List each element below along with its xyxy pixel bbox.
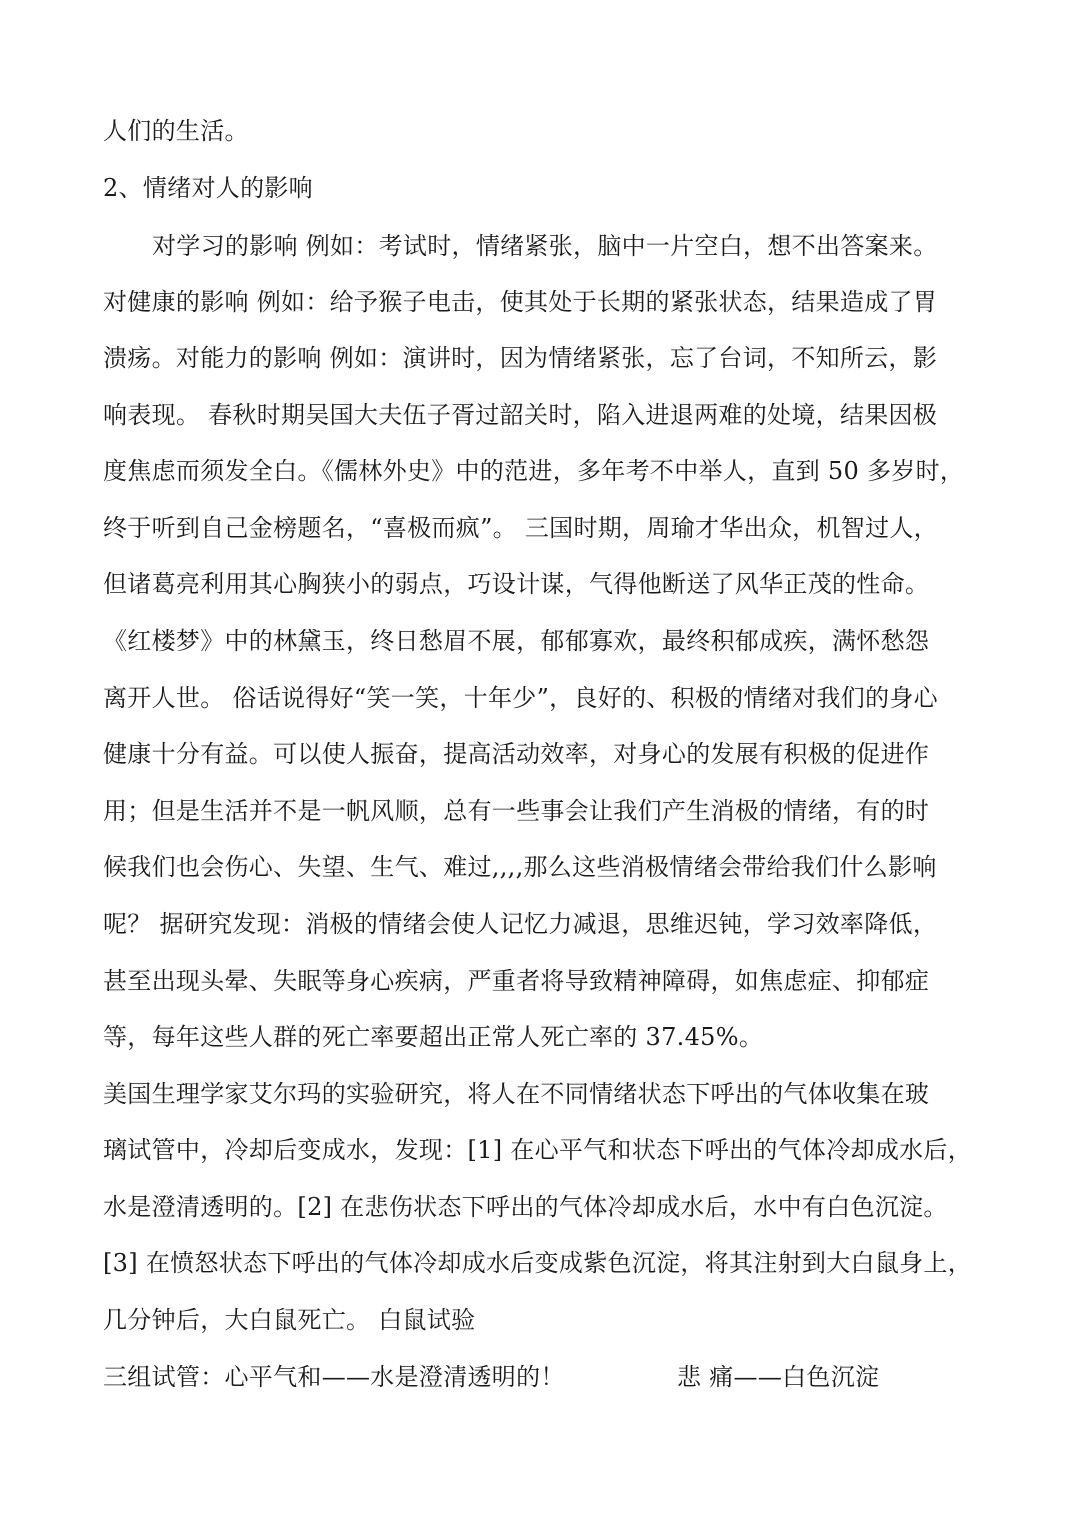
text-line: 美国生理学家艾尔玛的实验研究，将人在不同情绪状态下呼出的气体收集在玻: [103, 1080, 930, 1108]
text-line: [3] 在愤怒状态下呼出的气体冷却成水后变成紫色沉淀，将其注射到大白鼠身上，: [103, 1249, 973, 1277]
text-line: 甚至出现头晕、失眠等身心疾病，严重者将导致精神障碍，如焦虑症、抑郁症: [103, 967, 930, 995]
text-line: 用；但是生活并不是一帆风顺，总有一些事会让我们产生消极的情绪，有的时: [103, 797, 930, 825]
text-line: 几分钟后，大白鼠死亡。 白鼠试验: [103, 1306, 476, 1334]
text-line: 人们的生活。: [103, 117, 249, 145]
text-line: 终于听到自己金榜题名，“喜极而疯”。 三国时期，周瑜才华出众，机智过人，: [103, 514, 938, 542]
text-line: 候我们也会伤心、失望、生气、难过,,,,那么这些消极情绪会带给我们什么影响: [103, 853, 937, 881]
text-line: 溃疡。对能力的影响 例如：演讲时，因为情绪紧张，忘了台词，不知所云，影: [103, 344, 938, 372]
text-line: 响表现。 春秋时期吴国大夫伍子胥过韶关时，陷入进退两难的处境，结果因极: [103, 401, 938, 429]
text-line: 璃试管中，冷却后变成水，发现：[1] 在心平气和状态下呼出的气体冷却成水后，: [103, 1136, 973, 1164]
section-heading: 2、情绪对人的影响: [103, 174, 313, 202]
text-line: 对学习的影响 例如：考试时，情绪紧张，脑中一片空白，想不出答案来。: [152, 232, 938, 260]
text-line: 健康十分有益。可以使人振奋，提高活动效率，对身心的发展有积极的促进作: [103, 740, 930, 768]
text-line: 度焦虑而须发全白。《儒林外史》中的范进，多年考不中举人，直到 50 多岁时，: [103, 457, 965, 485]
text-line: 但诸葛亮利用其心胸狭小的弱点，巧设计谋，气得他断送了风华正茂的性命。: [103, 570, 930, 598]
text-line: 《红楼梦》中的林黛玉，终日愁眉不展，郁郁寡欢，最终积郁成疾，满怀愁怨: [103, 627, 930, 655]
text-line: 呢？ 据研究发现：消极的情绪会使人记忆力减退，思维迟钝，学习效率降低，: [103, 910, 938, 938]
text-line: 三组试管：心平气和——水是澄清透明的！: [103, 1363, 565, 1391]
text-line-right: 悲 痛——白色沉淀: [677, 1363, 880, 1391]
text-line: 离开人世。 俗话说得好“笑一笑，十年少”，良好的、积极的情绪对我们的身心: [103, 684, 938, 712]
text-line: 对健康的影响 例如：给予猴子电击，使其处于长期的紧张状态，结果造成了胃: [103, 288, 938, 316]
text-line: 等，每年这些人群的死亡率要超出正常人死亡率的 37.45%。: [103, 1023, 764, 1051]
text-line: 水是澄清透明的。[2] 在悲伤状态下呼出的气体冷却成水后，水中有白色沉淀。: [103, 1193, 948, 1221]
